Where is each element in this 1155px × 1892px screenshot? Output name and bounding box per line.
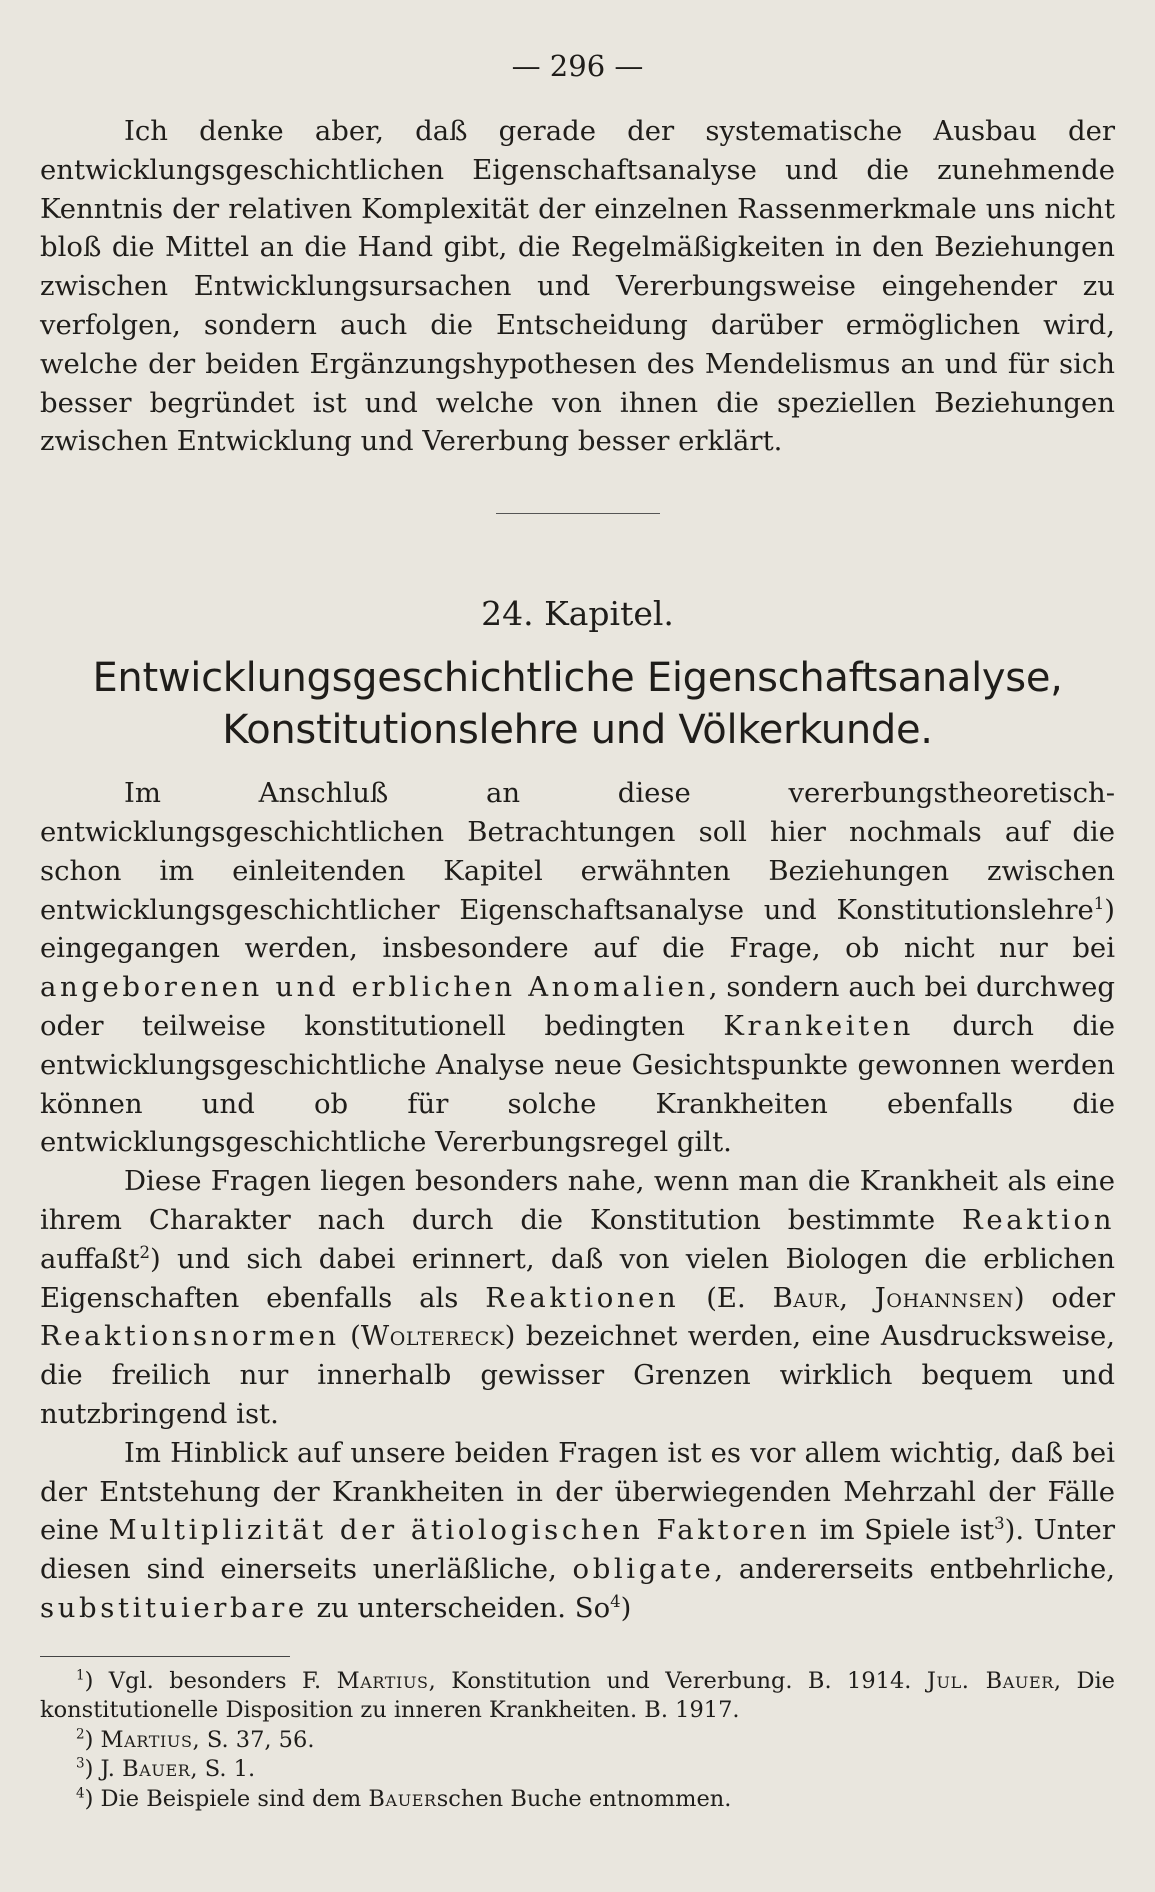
footnote-4-text-b: schen Buche entnommen. (436, 1786, 732, 1813)
chapter-number: 24. Kapitel. (481, 594, 674, 634)
p2-spaced-1: Reaktion (962, 1203, 1115, 1236)
chapter-title-line-1: Entwicklungsgeschichtliche Eigenschaftsanalyse, (92, 655, 1063, 702)
footnote-3-text-a: ) J. (84, 1756, 115, 1783)
p2-text-a: Diese Fragen liegen besonders nahe, wenn man die Krankheit als eine ihrem Charakter nach durch die Konstitution bestimmte (40, 1165, 1115, 1236)
footnote-ref-3: 3 (994, 1514, 1005, 1534)
chapter-title-line-2: Konstitutionslehre und Völkerkunde. (222, 707, 933, 754)
p2-text-h: ) bezeichnet werden, eine Ausdrucksweise, die freilich nur innerhalb gewisser Grenzen wirklich bequem und nutzbringend ist. (40, 1320, 1115, 1430)
p3-spaced-2: obligate (572, 1553, 715, 1586)
p3-spaced-3: substituierbare (40, 1591, 308, 1624)
footnote-1-author-bauer: Jul. Bauer (926, 1667, 1054, 1694)
p2-text-d: (E. (706, 1281, 746, 1314)
footnote-1-mark: 1 (76, 1667, 85, 1684)
footnote-3-mark: 3 (76, 1755, 85, 1772)
p1-spaced-2: Krankeiten (723, 1009, 914, 1042)
p3-text-a: Im Hinblick auf unsere beiden Fragen ist es vor allem wichtig, daß bei der Entstehung der Krankheiten in der überwiegenden Mehrzahl der Fälle eine (40, 1436, 1115, 1547)
footnote-4-author: Bauer (368, 1786, 437, 1813)
footnote-1-text-a: ) Vgl. besonders F. (84, 1667, 322, 1694)
p2-spaced-3: Reaktionsnormen (40, 1320, 340, 1353)
page-number: — 296 — (511, 49, 644, 83)
p2-text-g: ( (350, 1320, 361, 1353)
p2-text-f: ) oder (1013, 1281, 1115, 1314)
author-baur: Baur (772, 1281, 840, 1314)
footnote-ref-4: 4 (610, 1591, 621, 1611)
p2-text-b: auffaßt (40, 1242, 140, 1275)
footnote-4-mark: 4 (76, 1785, 85, 1802)
footnote-1-author-martius: Martius (336, 1667, 429, 1694)
footnote-2-text-a: ) (84, 1726, 94, 1753)
footnote-3-author: Bauer (122, 1756, 191, 1783)
p3-spaced-1: Multiplizität der ätiologischen Faktoren (108, 1514, 811, 1547)
p3-text-b: im Spiele ist (819, 1514, 995, 1547)
footnote-4 (40, 1785, 1115, 1815)
p2-text-c: ) und sich dabei erinnert, daß von vielen Biologen die erblichen Eigenschaften ebenfalls als (40, 1242, 1115, 1314)
section-separator (496, 513, 660, 514)
p1-spaced-1: angeborenen und erblichen Anomalien (40, 971, 709, 1004)
footnote-3 (40, 1755, 1115, 1785)
footnote-2-text-b: , S. 37, 56. (192, 1726, 315, 1753)
p2-text-e: , (839, 1281, 848, 1314)
p1-text-c: , sondern auch bei durchweg oder teilweise konstitutionell bedingten (40, 971, 1115, 1042)
p3-text-d: , andererseits entbehrliche, (714, 1553, 1115, 1586)
footnotes (40, 1667, 1115, 1815)
p1-text-d: durch die entwicklungsgeschichtliche Analyse neue Gesichtspunkte gewonnen werden können und ob für solche Krankheiten ebenfalls die entwicklungsgeschichtliche Vererbungsregel gilt. (40, 1009, 1115, 1159)
p3-text-e: zu unterscheiden. So (316, 1591, 611, 1624)
footnote-3-text-b: , S. 1. (190, 1756, 256, 1783)
p1-text-b: ) eingegangen werden, insbesondere auf die Frage, ob nicht nur bei (40, 893, 1115, 965)
chapter-title (40, 652, 1115, 756)
paragraph-3 (40, 1434, 1115, 1628)
footnote-1-text-b: , Konstitution und Vererbung. B. 1914. (428, 1667, 912, 1694)
footnote-rule (40, 1656, 290, 1657)
author-johannsen: Johannsen (874, 1281, 1014, 1314)
p1-text-a: Im Anschluß an diese vererbungstheoretisch-entwicklungsgeschichtlichen Betrachtungen soll hier nochmals auf die schon im einleitenden Kapitel erwähnten Beziehungen zwischen entwicklungsgeschichtlicher Eigenschaftsanalyse und Konstitutionslehre (40, 777, 1115, 926)
footnote-1-text-c: , Die konstitutionelle Disposition zu inneren Krankheiten. B. 1917. (40, 1667, 1115, 1724)
footnote-2 (40, 1726, 1115, 1756)
author-woltereck: Woltereck (360, 1320, 505, 1353)
footnote-ref-2: 2 (139, 1242, 150, 1262)
footnote-4-text-a: ) Die Beispiele sind dem (84, 1786, 362, 1813)
footnote-2-author: Martius (100, 1726, 193, 1753)
footnote-2-mark: 2 (76, 1726, 85, 1743)
paragraph-1 (40, 774, 1115, 1162)
footnote-1 (40, 1667, 1115, 1726)
p3-text-f: ) (620, 1591, 632, 1624)
intro-paragraph: Ich denke aber, daß gerade der systematische Ausbau der entwicklungsgeschichtlichen Eigenschaftsanalyse und die zunehmende Kenntnis der relativen Komplexität der einzelnen Rassenmerkmale uns nicht bloß die Mittel an die Hand gibt, die Regelmäßigkeiten in den Beziehungen zwischen Entwicklungsursachen und Vererbungsweise eingehender zu verfolgen, sondern auch die Entscheidung darüber ermöglichen wird, welche der beiden Ergänzungshypothesen des Mendelismus an und für sich besser begründet ist und welche von ihnen die speziellen Beziehungen zwischen Entwicklung und Vererbung besser erklärt. (40, 115, 1115, 458)
paragraph-2 (40, 1162, 1115, 1434)
footnote-ref-1: 1 (1093, 893, 1105, 913)
p3-text-c: ). Unter diesen sind einerseits unerläßliche, (40, 1514, 1115, 1586)
p2-spaced-2: Reaktionen (485, 1281, 680, 1314)
